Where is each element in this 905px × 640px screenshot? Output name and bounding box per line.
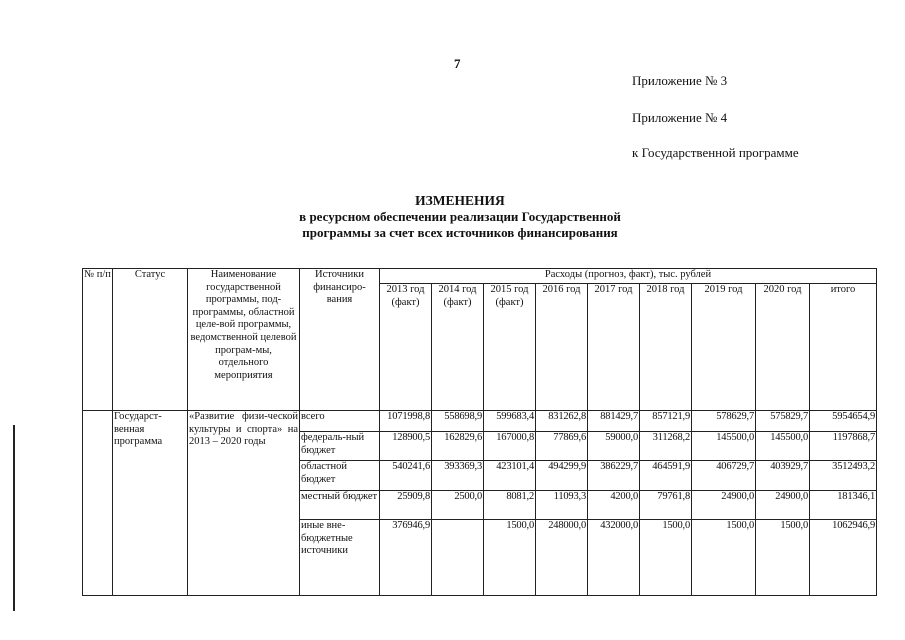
header-year-2014: 2014 год (факт) xyxy=(432,284,484,411)
cell-federal-2017: 59000,0 xyxy=(588,432,640,461)
cell-local-2020: 24900,0 xyxy=(756,491,810,520)
header-year-2018: 2018 год xyxy=(640,284,692,411)
cell-extrabudget-2014 xyxy=(432,520,484,596)
row-source-extrabudget: иные вне-бюджетные источники xyxy=(300,520,380,596)
header-year-2013: 2013 год (факт) xyxy=(380,284,432,411)
cell-regional-2013: 540241,6 xyxy=(380,461,432,491)
row-source-federal: федераль-ный бюджет xyxy=(300,432,380,461)
cell-local-2019: 24900,0 xyxy=(692,491,756,520)
header-num: № п/п xyxy=(83,269,113,411)
cell-local-2014: 2500,0 xyxy=(432,491,484,520)
cell-total-2014: 558698,9 xyxy=(432,411,484,432)
header-name: Наименование государственной программы, под-программы, областной целе-вой программы, ведомственной целевой програм-мы, отдельного мероприятия xyxy=(188,269,300,411)
cell-regional-2018: 464591,9 xyxy=(640,461,692,491)
cell-federal-2020: 145500,0 xyxy=(756,432,810,461)
cell-total-2019: 578629,7 xyxy=(692,411,756,432)
header-status: Статус xyxy=(113,269,188,411)
annex-label-4: Приложение № 4 xyxy=(632,110,728,125)
document-subtitle-line1: в ресурсном обеспечении реализации Государственной xyxy=(299,209,621,224)
document-title: ИЗМЕНЕНИЯ xyxy=(415,193,505,208)
cell-regional-2014: 393369,3 xyxy=(432,461,484,491)
cell-federal-2014: 162829,6 xyxy=(432,432,484,461)
header-year-2017: 2017 год xyxy=(588,284,640,411)
cell-total-2016: 831262,8 xyxy=(536,411,588,432)
cell-regional-2016: 494299,9 xyxy=(536,461,588,491)
header-year-2015: 2015 год (факт) xyxy=(484,284,536,411)
annex-label-program: к Государственной программе xyxy=(632,145,799,160)
cell-extrabudget-2015: 1500,0 xyxy=(484,520,536,596)
row-source-local: местный бюджет xyxy=(300,491,380,520)
document-subtitle-line2: программы за счет всех источников финансирования xyxy=(302,225,618,240)
cell-regional-2017: 386229,7 xyxy=(588,461,640,491)
cell-regional-sum: 3512493,2 xyxy=(810,461,877,491)
cell-federal-sum: 1197868,7 xyxy=(810,432,877,461)
margin-line xyxy=(13,425,15,611)
cell-local-2013: 25909,8 xyxy=(380,491,432,520)
cell-total-2017: 881429,7 xyxy=(588,411,640,432)
annex-label-3: Приложение № 3 xyxy=(632,73,728,88)
header-expenses: Расходы (прогноз, факт), тыс. рублей xyxy=(380,269,877,284)
cell-regional-2020: 403929,7 xyxy=(756,461,810,491)
header-total: итого xyxy=(810,284,877,411)
resources-table xyxy=(82,268,877,596)
row-source-total: всего xyxy=(300,411,380,432)
program-name: «Развитие физи-ческой культуры и спорта» на 2013 – 2020 годы xyxy=(188,411,300,596)
cell-regional-2015: 423101,4 xyxy=(484,461,536,491)
cell-extrabudget-sum: 1062946,9 xyxy=(810,520,877,596)
header-year-2016: 2016 год xyxy=(536,284,588,411)
header-source: Источники финансиро-вания xyxy=(300,269,380,411)
program-status: Государст-венная программа xyxy=(113,411,188,596)
row-source-regional: областной бюджет xyxy=(300,461,380,491)
header-year-2019: 2019 год xyxy=(692,284,756,411)
cell-local-2015: 8081,2 xyxy=(484,491,536,520)
cell-federal-2013: 128900,5 xyxy=(380,432,432,461)
cell-total-2013: 1071998,8 xyxy=(380,411,432,432)
row-num xyxy=(83,411,113,596)
cell-extrabudget-2016: 248000,0 xyxy=(536,520,588,596)
cell-extrabudget-2020: 1500,0 xyxy=(756,520,810,596)
cell-federal-2019: 145500,0 xyxy=(692,432,756,461)
cell-total-2018: 857121,9 xyxy=(640,411,692,432)
cell-total-2020: 575829,7 xyxy=(756,411,810,432)
cell-local-sum: 181346,1 xyxy=(810,491,877,520)
header-year-2020: 2020 год xyxy=(756,284,810,411)
cell-extrabudget-2017: 432000,0 xyxy=(588,520,640,596)
cell-federal-2018: 311268,2 xyxy=(640,432,692,461)
cell-federal-2016: 77869,6 xyxy=(536,432,588,461)
cell-extrabudget-2013: 376946,9 xyxy=(380,520,432,596)
cell-regional-2019: 406729,7 xyxy=(692,461,756,491)
page-number: 7 xyxy=(454,56,461,71)
cell-total-2015: 599683,4 xyxy=(484,411,536,432)
cell-local-2017: 4200,0 xyxy=(588,491,640,520)
cell-total-sum: 5954654,9 xyxy=(810,411,877,432)
cell-local-2016: 11093,3 xyxy=(536,491,588,520)
cell-extrabudget-2019: 1500,0 xyxy=(692,520,756,596)
cell-federal-2015: 167000,8 xyxy=(484,432,536,461)
cell-local-2018: 79761,8 xyxy=(640,491,692,520)
cell-extrabudget-2018: 1500,0 xyxy=(640,520,692,596)
